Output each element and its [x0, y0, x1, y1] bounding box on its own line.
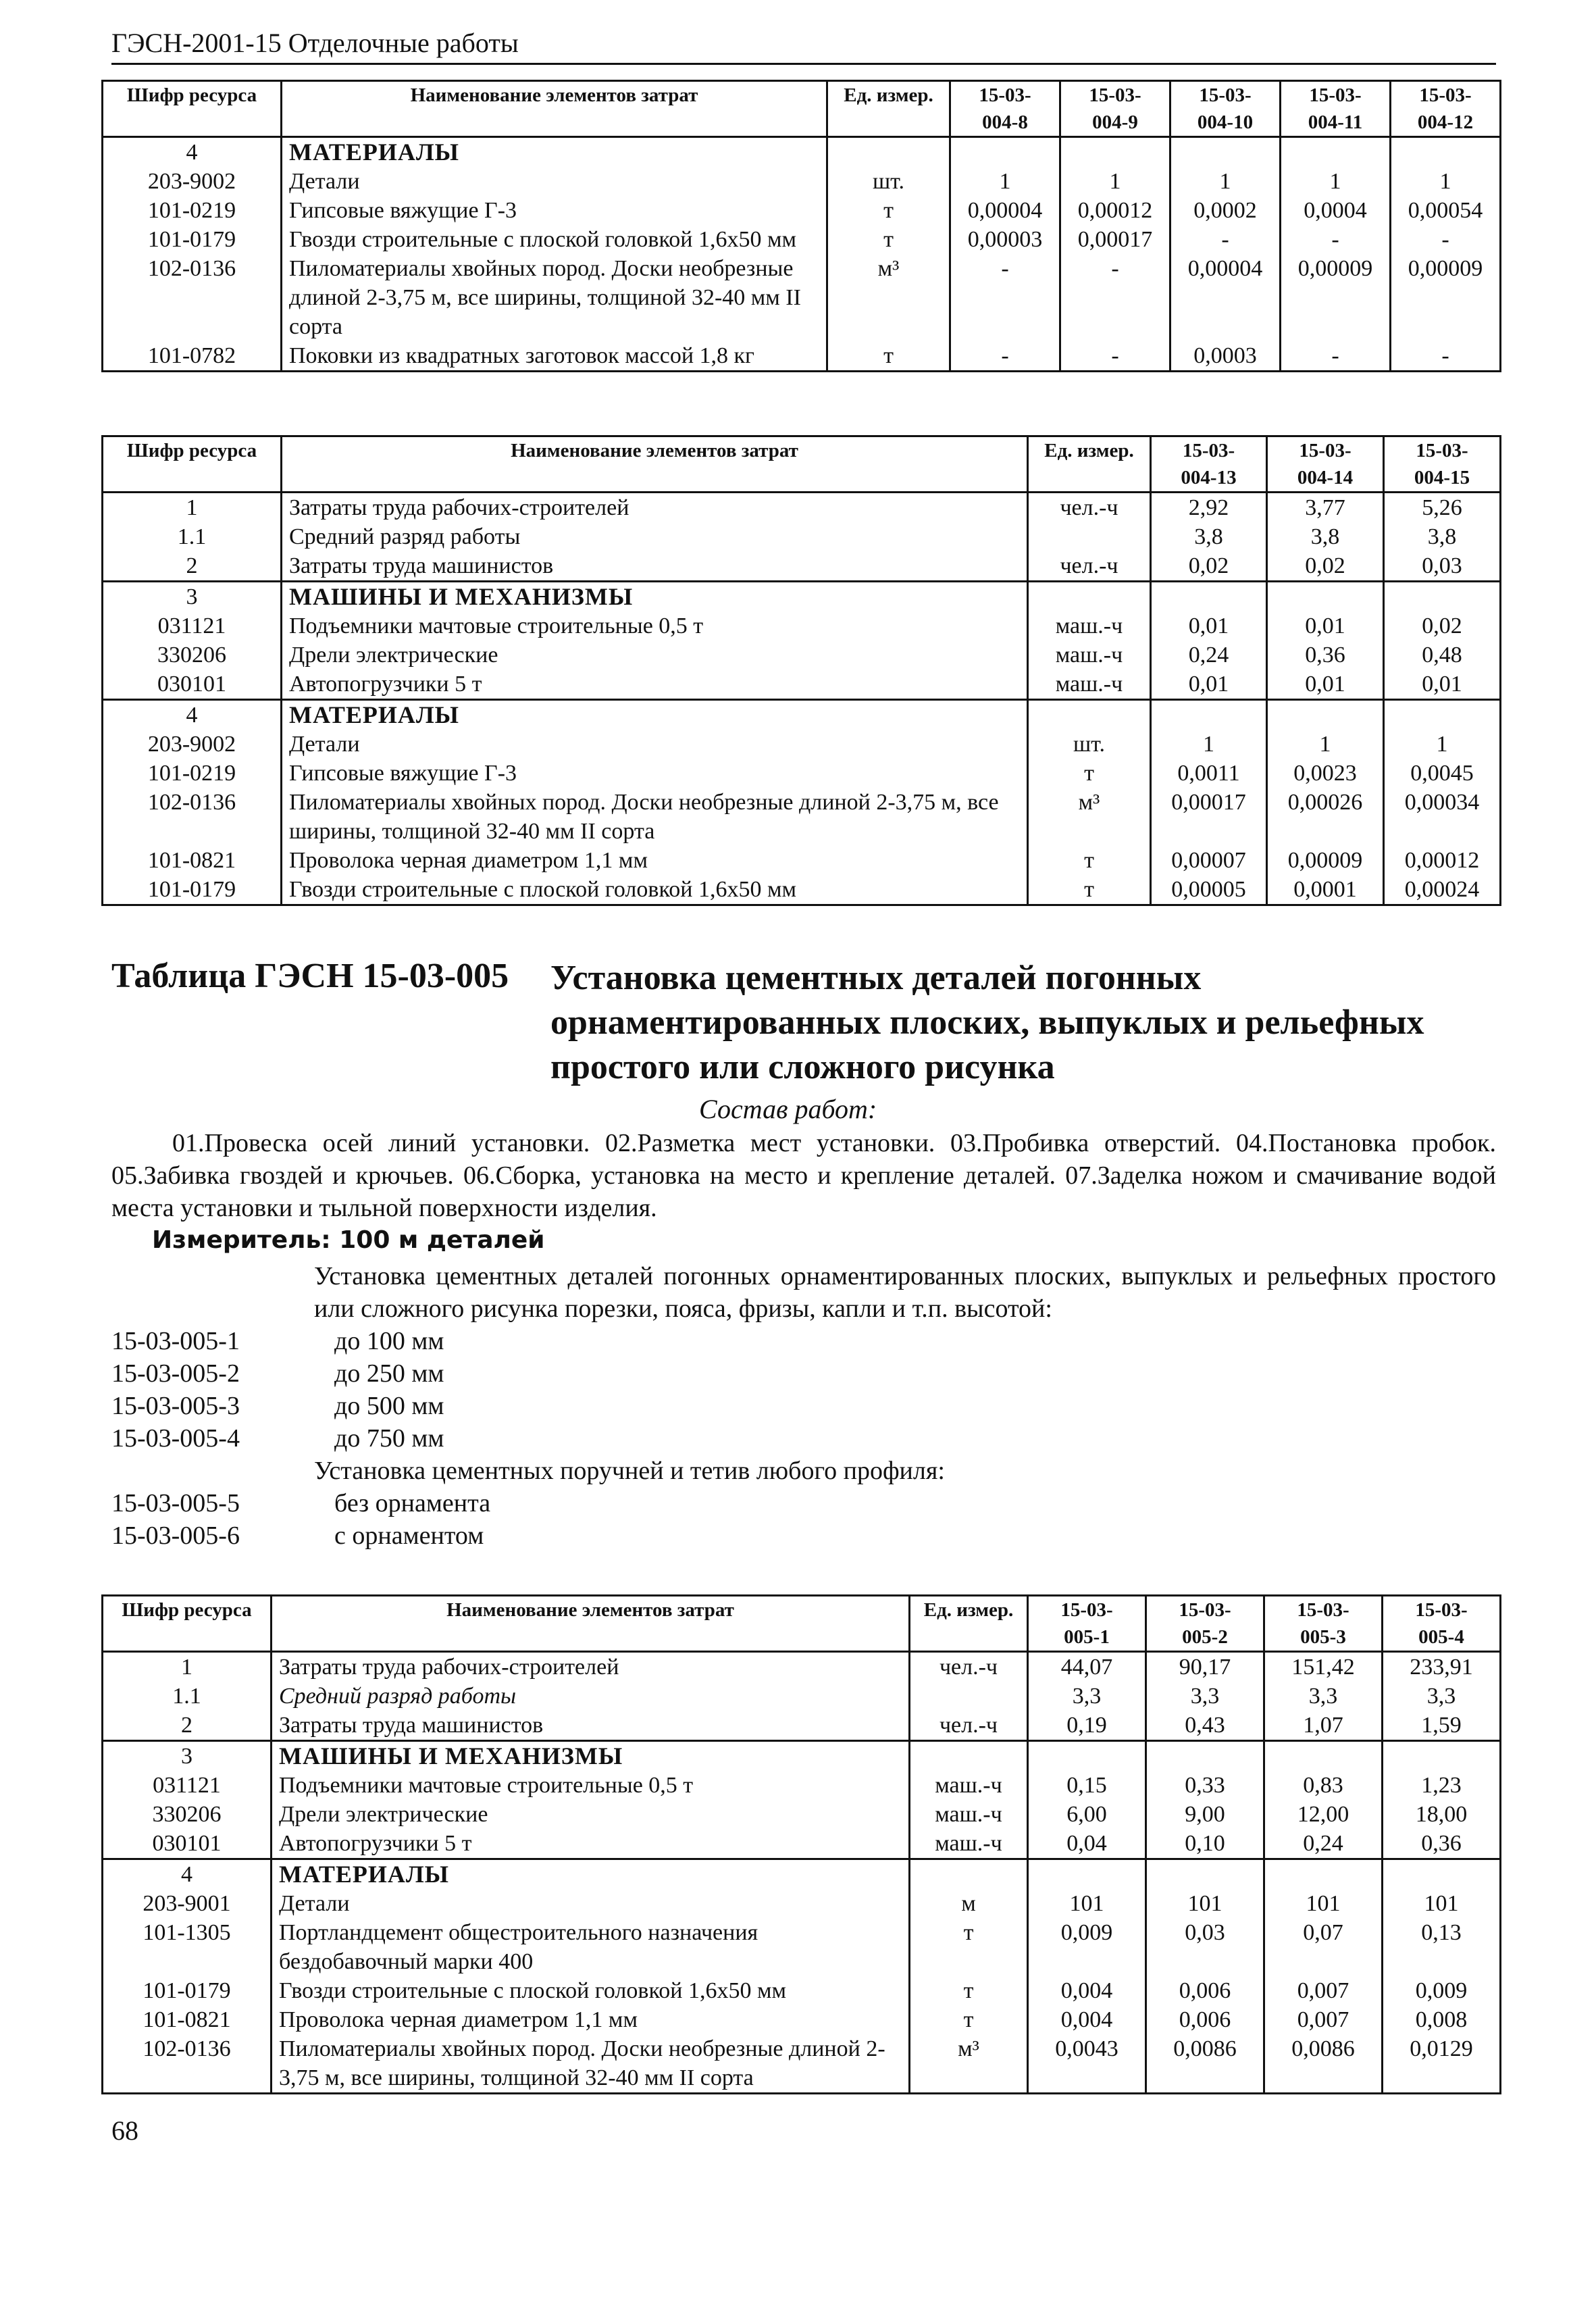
- col-unit-header: Ед. измер.: [1028, 436, 1151, 493]
- resource-unit: т: [910, 1976, 1028, 2005]
- table-row: [103, 875, 1501, 905]
- resource-value: 0,01: [1151, 611, 1267, 640]
- resource-name: Пиломатериалы хвойных пород. Доски необрезные длиной 2-3,75 м, все ширины, толщиной 32-40 мм II сорта: [272, 2034, 910, 2094]
- resource-unit: [910, 1741, 1028, 1771]
- resource-value: 0,33: [1146, 1771, 1264, 1800]
- resource-value: 44,07: [1028, 1652, 1146, 1682]
- resource-name: Детали: [282, 167, 827, 196]
- resource-value: 101: [1264, 1889, 1383, 1918]
- resource-value: 0,03: [1146, 1918, 1264, 1976]
- resource-unit: чел.-ч: [1028, 551, 1151, 582]
- table-label: Таблица ГЭСН 15-03-005: [111, 957, 509, 995]
- resource-unit: [910, 1682, 1028, 1711]
- col-norm-header: 15-03- 005-3: [1264, 1596, 1383, 1652]
- resource-value: 233,91: [1383, 1652, 1501, 1682]
- resource-unit: чел.-ч: [910, 1652, 1028, 1682]
- resource-value: 151,42: [1264, 1652, 1383, 1682]
- resource-value: [1267, 700, 1384, 730]
- resource-value: [1383, 1859, 1501, 1890]
- resource-value: 0,00026: [1267, 788, 1384, 846]
- table-row: [103, 1889, 1501, 1918]
- resource-name: Проволока черная диаметром 1,1 мм: [272, 2005, 910, 2034]
- resource-value: 0,01: [1384, 670, 1501, 700]
- resource-value: [1384, 700, 1501, 730]
- resource-value: 1: [950, 167, 1060, 196]
- resource-code: 102-0136: [103, 254, 282, 341]
- resource-value: 0,10: [1146, 1829, 1264, 1859]
- resource-code: 102-0136: [103, 2034, 272, 2094]
- resource-unit: маш.-ч: [910, 1829, 1028, 1859]
- col-norm-header: 15-03- 004-9: [1060, 81, 1170, 137]
- resource-value: 5,26: [1384, 493, 1501, 523]
- table-row: [103, 167, 1501, 196]
- resource-value: 0,00012: [1384, 846, 1501, 875]
- resource-value: 0,01: [1151, 670, 1267, 700]
- resource-code: 203-9002: [103, 730, 282, 759]
- resource-name: Пиломатериалы хвойных пород. Доски необрезные длиной 2-3,75 м, все ширины, толщиной 32-40 мм II сорта: [282, 254, 827, 341]
- table-row: [103, 1829, 1501, 1859]
- resource-code: 1: [103, 493, 282, 523]
- resource-value: 0,00004: [1170, 254, 1281, 341]
- resource-unit: маш.-ч: [910, 1800, 1028, 1829]
- resource-value: [1281, 137, 1391, 168]
- resource-value: [1151, 582, 1267, 612]
- resource-unit: т: [1028, 846, 1151, 875]
- resource-code: 330206: [103, 640, 282, 670]
- resource-value: 0,0003: [1170, 341, 1281, 372]
- running-header: ГЭСН-2001-15 Отделочные работы: [111, 27, 1496, 65]
- col-name-header: Наименование элементов затрат: [272, 1596, 910, 1652]
- description-1: Установка цементных деталей погонных орнаментированных плоских, выпуклых и рельефных простого или сложного рисунка порезки, пояса, фризы, капли и т.п. высотой:: [314, 1262, 1496, 1323]
- resource-value: 0,24: [1151, 640, 1267, 670]
- resource-value: 0,0002: [1170, 196, 1281, 225]
- resource-unit: [827, 137, 950, 168]
- table-row: [103, 788, 1501, 846]
- col-norm-header: 15-03- 005-2: [1146, 1596, 1264, 1652]
- resource-code: 101-0219: [103, 196, 282, 225]
- col-name-header: Наименование элементов затрат: [282, 81, 827, 137]
- resource-value: 0,00024: [1384, 875, 1501, 905]
- resource-code: 1.1: [103, 1682, 272, 1711]
- resource-name: МАШИНЫ И МЕХАНИЗМЫ: [272, 1741, 910, 1771]
- table-row: [103, 493, 1501, 523]
- table-row: [103, 1652, 1501, 1682]
- resource-code: 101-0821: [103, 846, 282, 875]
- resource-unit: чел.-ч: [910, 1711, 1028, 1741]
- resource-value: -: [950, 341, 1060, 372]
- col-norm-header: 15-03- 004-12: [1391, 81, 1501, 137]
- resource-name: Затраты труда машинистов: [272, 1711, 910, 1741]
- resource-code: 030101: [103, 1829, 272, 1859]
- resource-code: 1.1: [103, 522, 282, 551]
- resource-unit: м³: [910, 2034, 1028, 2094]
- norm-item: 15-03-005-2 до 250 мм: [111, 1359, 444, 1388]
- resource-value: 1: [1151, 730, 1267, 759]
- resource-unit: [1028, 582, 1151, 612]
- resource-value: 0,01: [1267, 670, 1384, 700]
- resource-value: 0,00005: [1151, 875, 1267, 905]
- resource-value: 0,00003: [950, 225, 1060, 254]
- resource-code: 2: [103, 551, 282, 582]
- col-norm-header: 15-03- 004-14: [1267, 436, 1384, 493]
- resource-value: 3,77: [1267, 493, 1384, 523]
- resource-name: Гвозди строительные с плоской головкой 1,6х50 мм: [272, 1976, 910, 2005]
- resource-value: -: [950, 254, 1060, 341]
- resource-value: 12,00: [1264, 1800, 1383, 1829]
- resource-code: 030101: [103, 670, 282, 700]
- resource-value: 0,36: [1383, 1829, 1501, 1859]
- col-norm-header: 15-03- 004-10: [1170, 81, 1281, 137]
- resource-name: Средний разряд работы: [282, 522, 1028, 551]
- resource-unit: т: [1028, 759, 1151, 788]
- resource-unit: м³: [827, 254, 950, 341]
- resource-value: [1146, 1741, 1264, 1771]
- resource-value: 1,07: [1264, 1711, 1383, 1741]
- resource-name: Затраты труда рабочих-строителей: [282, 493, 1028, 523]
- resource-value: 0,07: [1264, 1918, 1383, 1976]
- resource-name: МАШИНЫ И МЕХАНИЗМЫ: [282, 582, 1028, 612]
- resource-value: 0,00054: [1391, 196, 1501, 225]
- resource-value: 0,006: [1146, 1976, 1264, 2005]
- table-row: [103, 1859, 1501, 1890]
- norm-item: 15-03-005-5 без орнамента: [111, 1489, 491, 1517]
- resource-value: 0,13: [1383, 1918, 1501, 1976]
- resource-name: Гипсовые вяжущие Г-3: [282, 196, 827, 225]
- resource-value: 3,8: [1151, 522, 1267, 551]
- resource-unit: т: [827, 196, 950, 225]
- resource-value: -: [1391, 225, 1501, 254]
- resource-value: [1146, 1859, 1264, 1890]
- resource-value: 0,00009: [1281, 254, 1391, 341]
- table-row: [103, 759, 1501, 788]
- resource-value: [1264, 1741, 1383, 1771]
- resource-code: 101-0179: [103, 1976, 272, 2005]
- resource-unit: т: [910, 1918, 1028, 1976]
- resource-code: 101-0782: [103, 341, 282, 372]
- resource-unit: м: [910, 1889, 1028, 1918]
- resource-value: 3,3: [1383, 1682, 1501, 1711]
- col-norm-header: 15-03- 004-8: [950, 81, 1060, 137]
- resource-value: 0,01: [1267, 611, 1384, 640]
- resource-value: 0,00009: [1267, 846, 1384, 875]
- col-norm-header: 15-03- 005-4: [1383, 1596, 1501, 1652]
- resource-name: Пиломатериалы хвойных пород. Доски необрезные длиной 2-3,75 м, все ширины, толщиной 32-40 мм II сорта: [282, 788, 1028, 846]
- page-number: 68: [111, 2115, 138, 2146]
- table-row: [103, 341, 1501, 372]
- resource-name: Проволока черная диаметром 1,1 мм: [282, 846, 1028, 875]
- resource-value: 0,24: [1264, 1829, 1383, 1859]
- resource-value: 1: [1060, 167, 1170, 196]
- table-row: [103, 254, 1501, 341]
- resource-code: 3: [103, 582, 282, 612]
- resource-value: 101: [1146, 1889, 1264, 1918]
- table-row: [103, 1711, 1501, 1741]
- resource-name: Средний разряд работы: [272, 1682, 910, 1711]
- resource-name: Дрели электрические: [282, 640, 1028, 670]
- resource-value: 1,23: [1383, 1771, 1501, 1800]
- resource-value: 0,00012: [1060, 196, 1170, 225]
- resource-value: 3,3: [1028, 1682, 1146, 1711]
- resource-value: -: [1060, 341, 1170, 372]
- resource-unit: [1028, 700, 1151, 730]
- table-row: [103, 640, 1501, 670]
- resource-value: 0,0023: [1267, 759, 1384, 788]
- resource-value: 0,00004: [950, 196, 1060, 225]
- resource-value: 1,59: [1383, 1711, 1501, 1741]
- resource-unit: шт.: [1028, 730, 1151, 759]
- col-norm-header: 15-03- 004-13: [1151, 436, 1267, 493]
- description-2: Установка цементных поручней и тетив любого профиля:: [314, 1457, 945, 1485]
- resource-code: 4: [103, 700, 282, 730]
- resource-name: Автопогрузчики 5 т: [272, 1829, 910, 1859]
- resource-name: Затраты труда рабочих-строителей: [272, 1652, 910, 1682]
- table-row: [103, 1682, 1501, 1711]
- resource-name: Гвозди строительные с плоской головкой 1,6х50 мм: [282, 875, 1028, 905]
- table-row: [103, 551, 1501, 582]
- col-code-header: Шифр ресурса: [103, 81, 282, 137]
- resource-value: -: [1391, 341, 1501, 372]
- table-row: [103, 670, 1501, 700]
- table-row: [103, 730, 1501, 759]
- col-norm-header: 15-03- 004-15: [1384, 436, 1501, 493]
- resource-unit: т: [910, 2005, 1028, 2034]
- resource-value: 6,00: [1028, 1800, 1146, 1829]
- resource-value: -: [1060, 254, 1170, 341]
- table-row: [103, 522, 1501, 551]
- resource-code: 031121: [103, 611, 282, 640]
- resource-value: 0,03: [1384, 551, 1501, 582]
- resource-name: Детали: [282, 730, 1028, 759]
- resource-code: 031121: [103, 1771, 272, 1800]
- resource-value: [1151, 700, 1267, 730]
- resource-name: Гвозди строительные с плоской головкой 1,6х50 мм: [282, 225, 827, 254]
- meter-line: Измеритель: 100 м деталей: [152, 1226, 545, 1254]
- resource-unit: маш.-ч: [1028, 640, 1151, 670]
- resource-value: [1384, 582, 1501, 612]
- resource-value: 0,43: [1146, 1711, 1264, 1741]
- resource-name: Портландцемент общестроительного назначения бездобавочный марки 400: [272, 1918, 910, 1976]
- resource-code: 203-9002: [103, 167, 282, 196]
- table-row: [103, 846, 1501, 875]
- table-row: [103, 611, 1501, 640]
- resource-unit: [1028, 522, 1151, 551]
- resource-value: 0,00007: [1151, 846, 1267, 875]
- resource-value: -: [1281, 225, 1391, 254]
- resource-name: МАТЕРИАЛЫ: [282, 137, 827, 168]
- resource-name: Затраты труда машинистов: [282, 551, 1028, 582]
- resource-code: 4: [103, 137, 282, 168]
- resource-value: 1: [1281, 167, 1391, 196]
- resource-value: 3,3: [1264, 1682, 1383, 1711]
- resource-value: [1170, 137, 1281, 168]
- norm-item: 15-03-005-3 до 500 мм: [111, 1392, 444, 1420]
- resource-value: 0,83: [1264, 1771, 1383, 1800]
- table-row: [103, 196, 1501, 225]
- resource-code: 101-0179: [103, 225, 282, 254]
- resource-name: МАТЕРИАЛЫ: [282, 700, 1028, 730]
- resource-value: 0,009: [1383, 1976, 1501, 2005]
- table-row: [103, 2034, 1501, 2094]
- resource-code: 3: [103, 1741, 272, 1771]
- table-row: [103, 1771, 1501, 1800]
- table-row: [103, 1976, 1501, 2005]
- resource-code: 102-0136: [103, 788, 282, 846]
- col-code-header: Шифр ресурса: [103, 436, 282, 493]
- resource-value: [1264, 1859, 1383, 1890]
- resource-code: 1: [103, 1652, 272, 1682]
- resource-value: 0,48: [1384, 640, 1501, 670]
- resource-unit: т: [1028, 875, 1151, 905]
- table-row: [103, 700, 1501, 730]
- resource-value: [1383, 1741, 1501, 1771]
- resource-value: 0,0043: [1028, 2034, 1146, 2094]
- resource-value: 0,004: [1028, 1976, 1146, 2005]
- resource-value: 0,02: [1267, 551, 1384, 582]
- resource-value: [1267, 582, 1384, 612]
- resource-value: 9,00: [1146, 1800, 1264, 1829]
- resource-name: Детали: [272, 1889, 910, 1918]
- resource-value: 1: [1267, 730, 1384, 759]
- norm-item: 15-03-005-1 до 100 мм: [111, 1327, 444, 1355]
- resource-value: 0,02: [1384, 611, 1501, 640]
- resource-value: 0,007: [1264, 1976, 1383, 2005]
- resource-value: 3,8: [1267, 522, 1384, 551]
- resource-unit: т: [827, 341, 950, 372]
- col-unit-header: Ед. измер.: [827, 81, 950, 137]
- resource-value: 0,0011: [1151, 759, 1267, 788]
- resource-value: 0,00034: [1384, 788, 1501, 846]
- resource-value: 0,0086: [1264, 2034, 1383, 2094]
- section-title: Установка цементных деталей погонных орнаментированных плоских, выпуклых и рельефных простого или сложного рисунка: [550, 959, 1424, 1086]
- resource-value: 0,00009: [1391, 254, 1501, 341]
- resource-code: 203-9001: [103, 1889, 272, 1918]
- resource-value: 0,008: [1383, 2005, 1501, 2034]
- resource-name: Автопогрузчики 5 т: [282, 670, 1028, 700]
- resource-value: 0,0004: [1281, 196, 1391, 225]
- resource-unit: м³: [1028, 788, 1151, 846]
- resource-value: 0,00017: [1151, 788, 1267, 846]
- resource-value: 2,92: [1151, 493, 1267, 523]
- resource-value: 0,19: [1028, 1711, 1146, 1741]
- resource-code: 101-0179: [103, 875, 282, 905]
- resource-name: Подъемники мачтовые строительные 0,5 т: [272, 1771, 910, 1800]
- resource-value: 0,15: [1028, 1771, 1146, 1800]
- resource-name: Гипсовые вяжущие Г-3: [282, 759, 1028, 788]
- resource-value: 0,00017: [1060, 225, 1170, 254]
- resource-unit: шт.: [827, 167, 950, 196]
- resource-code: 330206: [103, 1800, 272, 1829]
- resource-value: 90,17: [1146, 1652, 1264, 1682]
- resource-code: 2: [103, 1711, 272, 1741]
- resource-code: 101-0821: [103, 2005, 272, 2034]
- resource-value: [1028, 1859, 1146, 1890]
- resource-unit: маш.-ч: [1028, 670, 1151, 700]
- resource-value: 101: [1383, 1889, 1501, 1918]
- col-norm-header: 15-03- 004-11: [1281, 81, 1391, 137]
- resource-unit: чел.-ч: [1028, 493, 1151, 523]
- resource-value: 1: [1384, 730, 1501, 759]
- resource-value: [1028, 1741, 1146, 1771]
- resource-value: 1: [1170, 167, 1281, 196]
- resource-value: 18,00: [1383, 1800, 1501, 1829]
- resource-value: [1060, 137, 1170, 168]
- resource-unit: маш.-ч: [910, 1771, 1028, 1800]
- resource-value: 0,04: [1028, 1829, 1146, 1859]
- resource-value: [1391, 137, 1501, 168]
- resource-value: -: [1281, 341, 1391, 372]
- norm-item: 15-03-005-4 до 750 мм: [111, 1424, 444, 1453]
- resource-table-004-8-12: [101, 80, 1501, 372]
- resource-code: 101-1305: [103, 1918, 272, 1976]
- table-row: [103, 137, 1501, 168]
- table-row: [103, 1741, 1501, 1771]
- resource-value: 101: [1028, 1889, 1146, 1918]
- resource-unit: т: [827, 225, 950, 254]
- resource-value: 3,3: [1146, 1682, 1264, 1711]
- resource-value: 0,0001: [1267, 875, 1384, 905]
- col-name-header: Наименование элементов затрат: [282, 436, 1028, 493]
- resource-value: 0,009: [1028, 1918, 1146, 1976]
- resource-value: 1: [1391, 167, 1501, 196]
- composition-label: Состав работ:: [699, 1094, 877, 1124]
- col-code-header: Шифр ресурса: [103, 1596, 272, 1652]
- resource-value: [950, 137, 1060, 168]
- table-row: [103, 1800, 1501, 1829]
- resource-value: 0,0045: [1384, 759, 1501, 788]
- resource-unit: маш.-ч: [1028, 611, 1151, 640]
- resource-value: 0,0129: [1383, 2034, 1501, 2094]
- resource-unit: [910, 1859, 1028, 1890]
- composition-text: 01.Провеска осей линий установки. 02.Разметка мест установки. 03.Пробивка отверстий. 04.Постановка пробок. 05.Забивка гвоздей и крючьев. 06.Сборка, установка на место и крепление деталей. 07.Заделка ножом и смачивание водой места установки и тыльной поверхности изделия.: [111, 1129, 1496, 1222]
- col-unit-header: Ед. измер.: [910, 1596, 1028, 1652]
- resource-code: 101-0219: [103, 759, 282, 788]
- resource-name: Поковки из квадратных заготовок массой 1,8 кг: [282, 341, 827, 372]
- resource-code: 4: [103, 1859, 272, 1890]
- resource-value: 0,0086: [1146, 2034, 1264, 2094]
- table-row: [103, 582, 1501, 612]
- resource-value: 0,004: [1028, 2005, 1146, 2034]
- resource-name: Дрели электрические: [272, 1800, 910, 1829]
- resource-value: -: [1170, 225, 1281, 254]
- norm-item: 15-03-005-6 с орнаментом: [111, 1521, 484, 1550]
- resource-value: 0,36: [1267, 640, 1384, 670]
- table-row: [103, 1918, 1501, 1976]
- col-norm-header: 15-03- 005-1: [1028, 1596, 1146, 1652]
- resource-value: 0,007: [1264, 2005, 1383, 2034]
- resource-value: 3,8: [1384, 522, 1501, 551]
- resource-value: 0,02: [1151, 551, 1267, 582]
- resource-name: МАТЕРИАЛЫ: [272, 1859, 910, 1890]
- resource-table-004-13-15: [101, 435, 1501, 906]
- resource-name: Подъемники мачтовые строительные 0,5 т: [282, 611, 1028, 640]
- resource-table-005-1-4: [101, 1594, 1501, 2094]
- table-row: [103, 225, 1501, 254]
- resource-value: 0,006: [1146, 2005, 1264, 2034]
- table-row: [103, 2005, 1501, 2034]
